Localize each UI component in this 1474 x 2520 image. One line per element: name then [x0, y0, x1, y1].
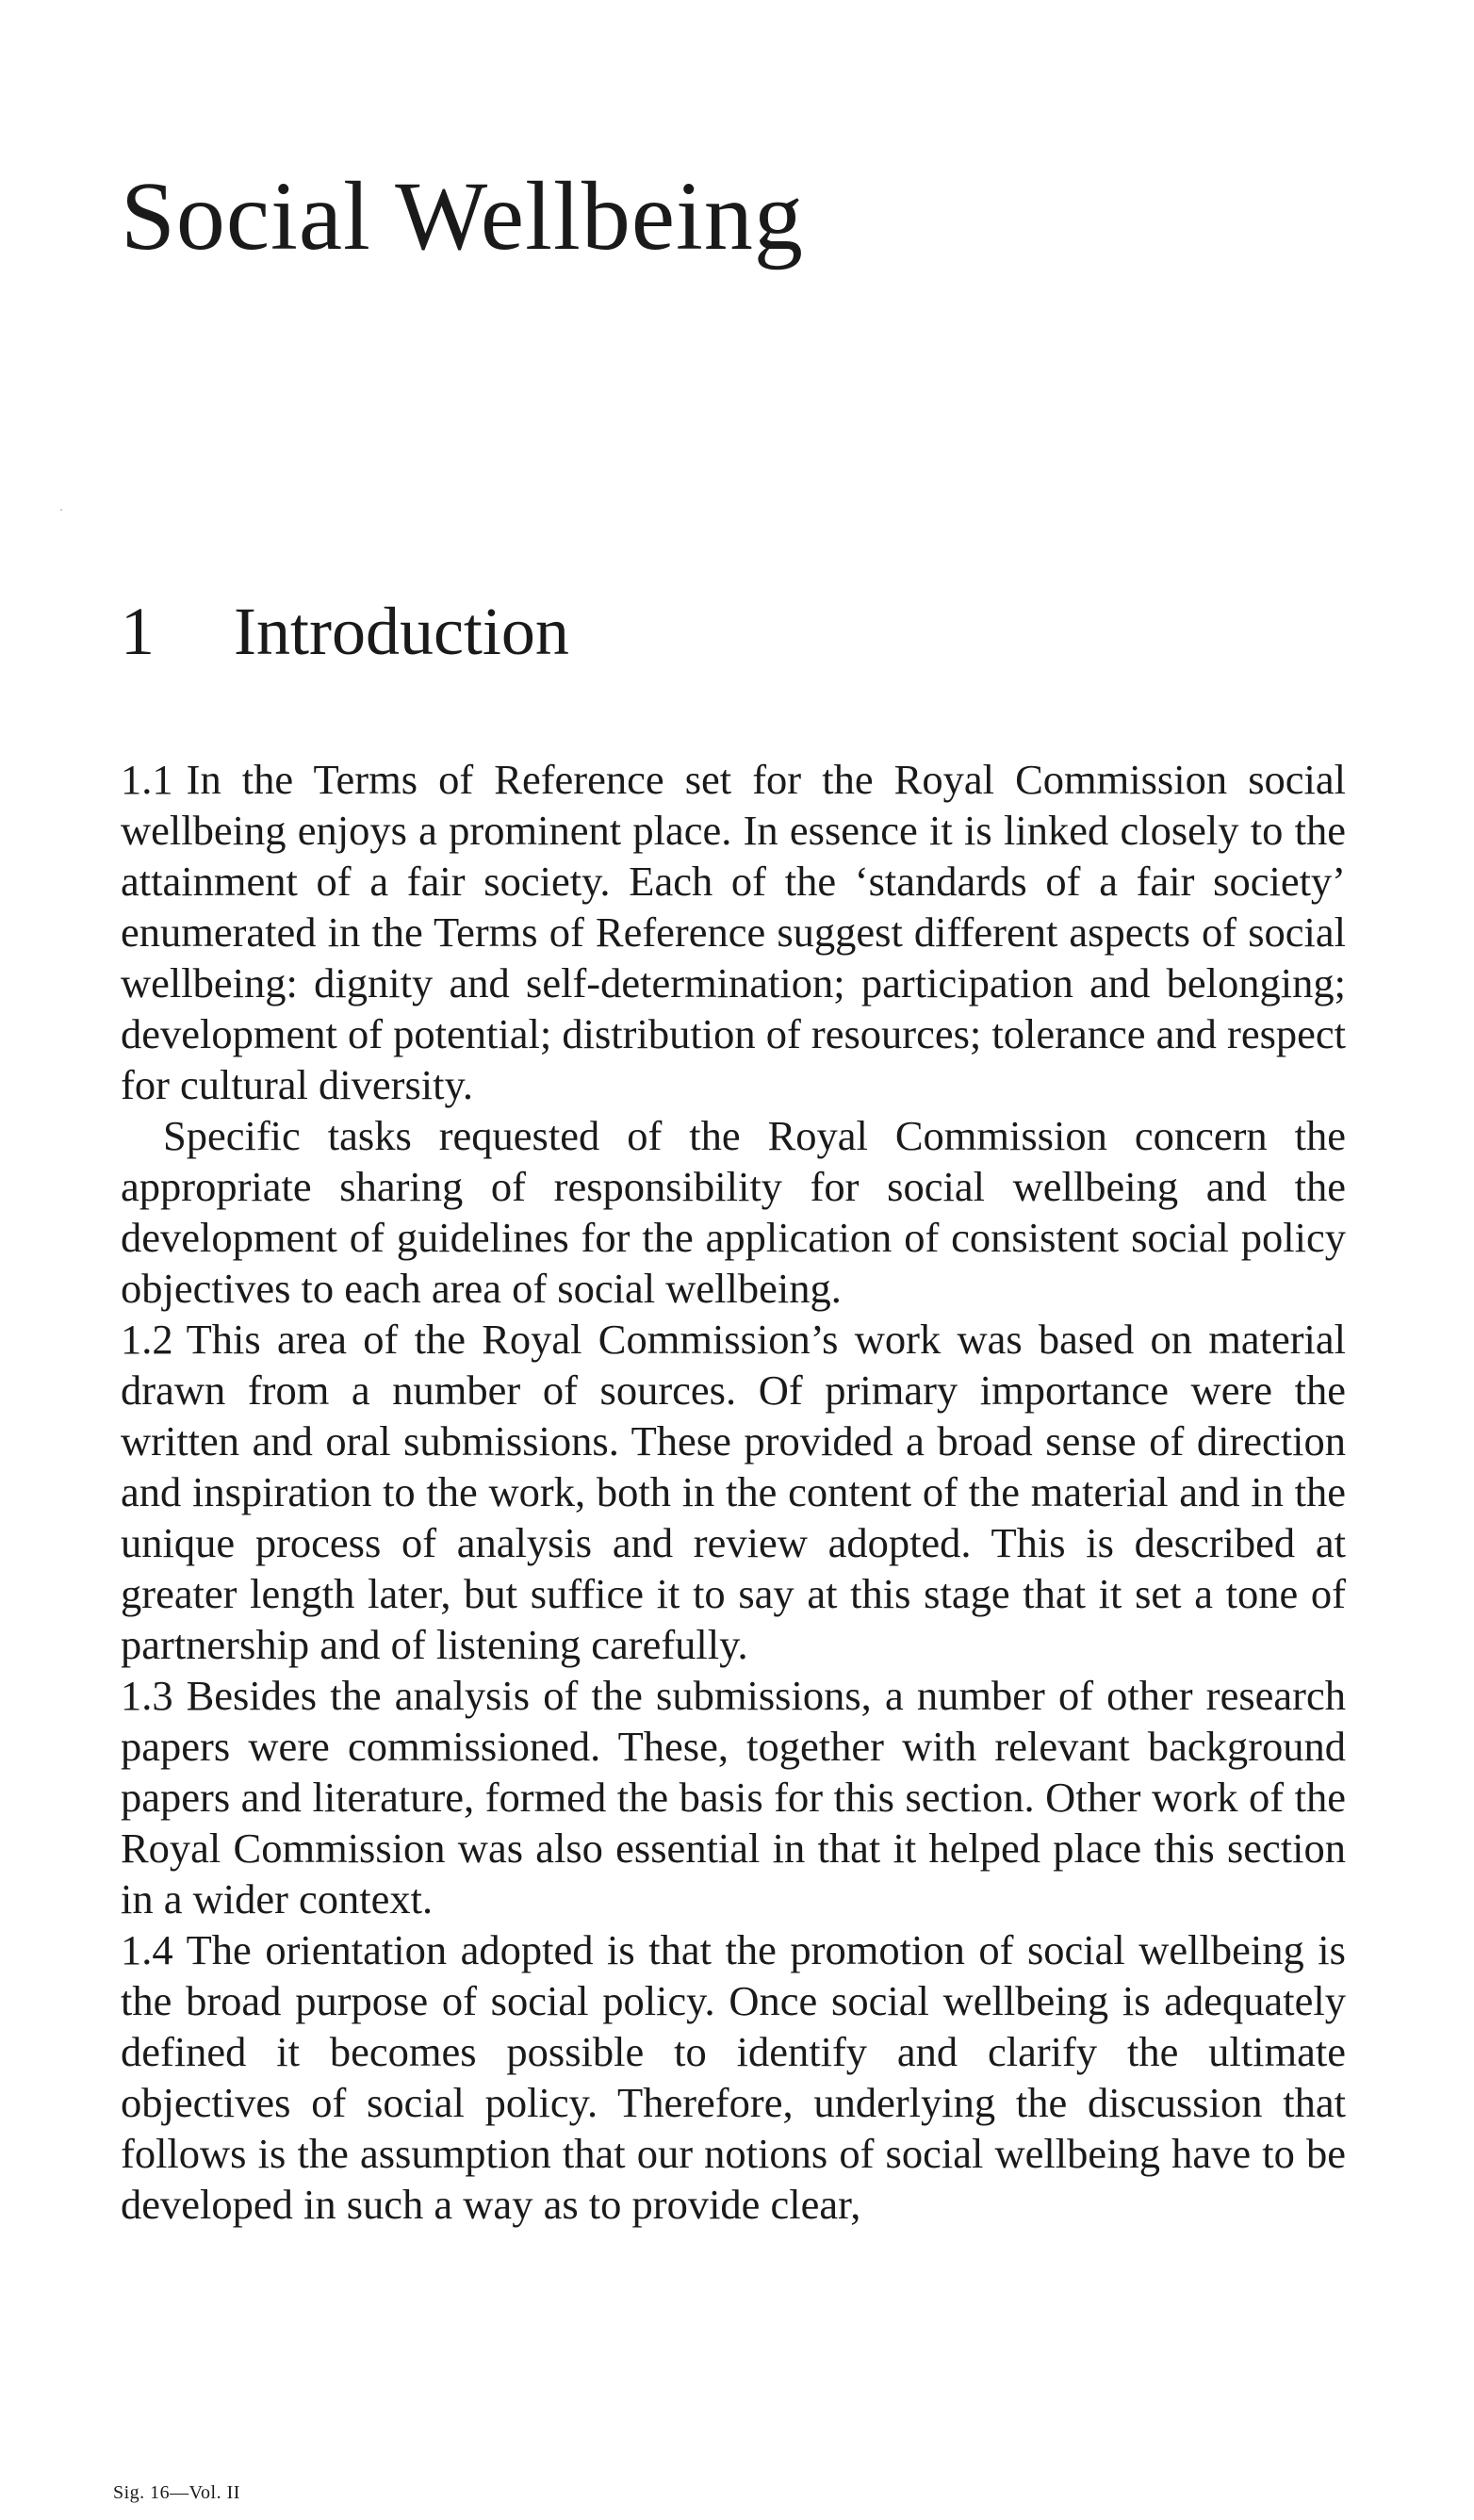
paragraph-number: 1.2	[121, 1316, 173, 1363]
paragraph-1-3	[121, 1670, 1346, 1924]
paragraph-1-1-continued	[121, 1110, 1346, 1314]
section-heading	[121, 594, 569, 669]
paragraph-number: 1.3	[121, 1672, 173, 1719]
footer-signature: Sig. 16—Vol. II	[113, 2482, 240, 2503]
paragraph-text: Besides the analysis of the submissions, a number of other research papers were commissioned. These, together with relevant background papers and literature, formed the basis for this section. Other work of the Royal Commission was also essential in that it helped place this section in a wider context.	[121, 1672, 1346, 1923]
paragraph-text: Specific tasks requested of the Royal Commission concern the appropriate sharing of responsibility for social wellbeing and the development of guidelines for the application of consistent social policy objectives to each area of social wellbeing.	[121, 1112, 1346, 1312]
paragraph-1-4	[121, 1924, 1346, 2230]
paragraph-text: In the Terms of Reference set for the Royal Commission social wellbeing enjoys a prominent place. In essence it is linked closely to the attainment of a fair society. Each of the ‘standards of a fair society’ enumerated in the Terms of Reference suggest different aspects of social wellbeing: dignity and self-determination; participation and belonging; development of potential; distribution of resources; tolerance and respect for cultural diversity.	[121, 756, 1346, 1108]
page-title: Social Wellbeing	[121, 162, 804, 270]
paragraph-text: The orientation adopted is that the promotion of social wellbeing is the broad purpose of social policy. Once social wellbeing is adequately defined it becomes possible to identify and clarify the ultimate objectives of social policy. Therefore, underlying the discussion that follows is the assumption that our notions of social wellbeing have to be developed in such a way as to provide clear,	[121, 1926, 1346, 2228]
paragraph-number: 1.4	[121, 1926, 173, 1973]
paragraph-1-2	[121, 1314, 1346, 1670]
section-title: Introduction	[234, 594, 569, 669]
body-text	[121, 754, 1346, 2230]
scan-speck	[60, 509, 62, 511]
section-number: 1	[121, 594, 155, 669]
paragraph-text: This area of the Royal Commission’s work was based on material drawn from a number of sources. Of primary importance were the written and oral submissions. These provided a broad sense of direction and inspiration to the work, both in the content of the material and in the unique process of analysis and review adopted. This is described at greater length later, but suffice it to say at this stage that it set a tone of partnership and of listening carefully.	[121, 1316, 1346, 1668]
paragraph-number: 1.1	[121, 756, 173, 803]
paragraph-1-1	[121, 754, 1346, 1110]
